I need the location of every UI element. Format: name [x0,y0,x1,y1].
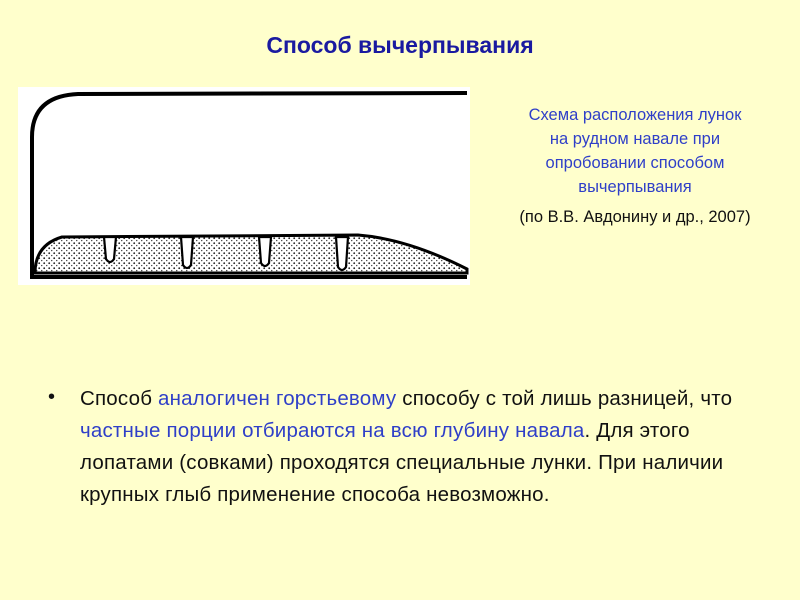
bullet-paragraph [80,383,760,511]
text-part: . Для этого лопатами (совками) проходятся специальные лунки. При наличии крупных глыб применение способа невозможно. [80,419,724,506]
ore-pile-sampling-diagram-icon [18,87,470,285]
ore-pile-diagram [18,87,470,285]
caption-line: опробовании способом [545,154,725,172]
caption-line: на рудном навале при [549,130,721,148]
figure-source: (по В.В. Авдонину и др., 2007) [519,208,751,226]
figure-caption [470,103,800,199]
caption-line: Схема расположения лунок [528,106,742,124]
bullet-dot-icon: • [48,386,56,408]
text-part: способу с той лишь разницей, что [396,387,733,410]
highlight-text: частные порции отбираются на всю глубину навала [80,419,585,442]
caption-line: вычерпывания [578,178,692,196]
page-title: Способ вычерпывания [266,32,534,58]
highlight-text: аналогичен горстьевому [158,387,397,410]
text-part: Способ [80,387,159,410]
